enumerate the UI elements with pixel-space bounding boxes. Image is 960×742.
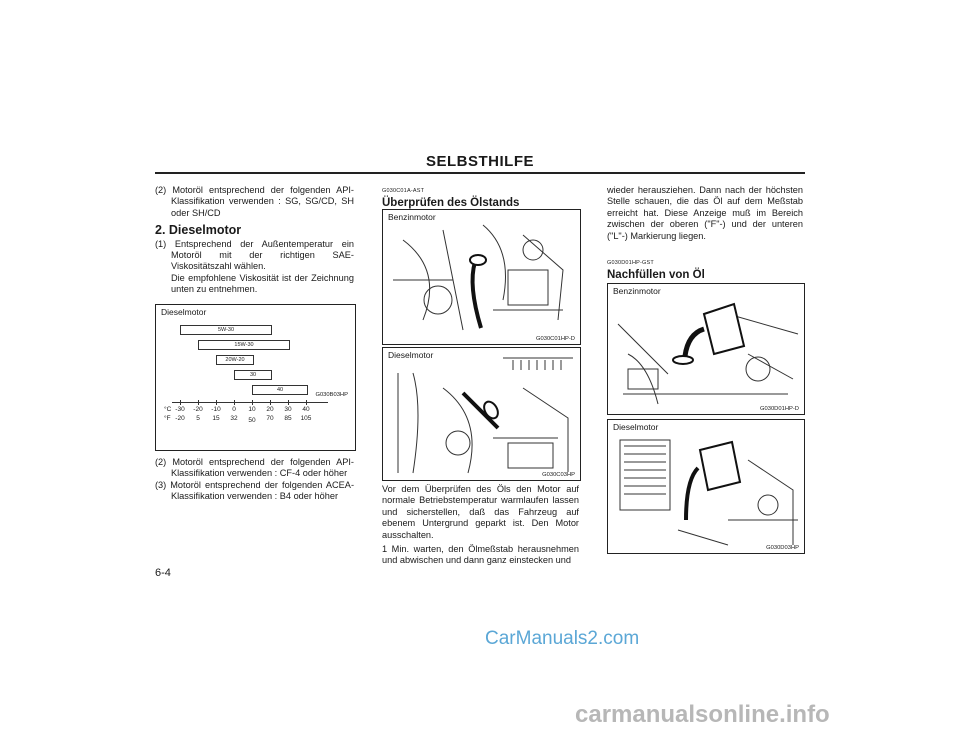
oil-check-paragraph-1: Vor dem Überprüfen des Öls den Motor auf normale Betriebstemperatur warmlaufen lassen und sicherstellen, daß das Fahrzeug auf ebenem Untergrund geparkt ist. Den Motor ausschalten. [382,484,579,540]
fahrenheit-tick-label: 70 [266,415,274,422]
watermark-link[interactable]: CarManuals2.com [485,628,640,649]
temperature-axis [172,402,328,403]
celsius-tick-label: 20 [266,406,274,413]
celsius-tick-label: 0 [232,406,236,413]
viscosity-bar-15w-30: 15W-30 [198,340,290,350]
fahrenheit-unit: °F [164,415,171,422]
viscosity-bar-40: 40 [252,385,308,395]
fahrenheit-tick-label: 15 [212,415,220,422]
fahrenheit-tick-label: 32 [230,415,238,422]
figure-code: G030D03HP [766,545,799,551]
middle-column-text [382,484,579,567]
right-column-text [607,185,803,242]
celsius-tick-label: -20 [193,406,203,413]
section-code: G030D01HP-GST [607,260,654,266]
axis-tick [234,400,235,405]
celsius-tick-label: -30 [175,406,185,413]
figure-code: G030C01HP-D [536,336,575,342]
fahrenheit-tick-label: 50 [248,417,256,424]
dipstick-paragraph: wieder herausziehen. Dann nach der höchsten Stelle schauen, die das Öl auf dem Meßstab erreicht hat. Diese Anzeige muß im Bereich zwischen der oberen ("F"-) und der unteren ("L"-) Markierung liegen. [607,185,803,241]
page-title: SELBSTHILFE [425,153,534,170]
viscosity-chart-figure [155,304,356,451]
figure-label: Benzinmotor [388,212,436,222]
axis-tick [180,400,181,405]
section-title: Nachfüllen von Öl [607,269,705,282]
watermark-text: carmanualsonline.info [575,701,830,728]
fahrenheit-tick-label: -20 [175,415,185,422]
viscosity-bar-5w-30: 5W-30 [180,325,272,335]
api-classification-text: (2) Motoröl entsprechend der folgenden API-Klassifikation verwenden : SG, SG/CD, SH oder SH/CD [155,185,354,218]
axis-tick [288,400,289,405]
axis-tick [306,400,307,405]
oil-check-paragraph-2: 1 Min. warten, den Ölmeßstab herausnehmen und abwischen und dann ganz einstecken und [382,544,579,566]
diesel-heading: 2. Dieselmotor [155,223,242,238]
api-diesel-text: (2) Motoröl entsprechend der folgenden API-Klassifikation verwenden : CF-4 oder höher [155,457,354,479]
figure-code: G030B03HP [315,392,348,398]
figure-label: Dieselmotor [613,422,659,432]
oil-fill-gasoline-figure [607,283,805,415]
figure-label: Benzinmotor [613,286,661,296]
viscosity-instruction-cont: Die empfohlene Viskosität ist der Zeichnung unten zu entnehmen. [171,272,354,295]
oil-check-gasoline-figure [382,209,581,345]
section-code: G030C01A-AST [382,188,425,194]
fahrenheit-tick-label: 85 [284,415,292,422]
right-column-header [607,258,803,285]
axis-tick [252,400,253,405]
axis-tick [198,400,199,405]
axis-tick [216,400,217,405]
left-column [155,185,354,296]
fahrenheit-tick-label: 105 [300,415,312,422]
viscosity-bar-20w-20: 20W-20 [216,355,254,365]
fahrenheit-tick-label: 5 [196,415,200,422]
section-title: Überprüfen des Ölstands [382,197,520,210]
oil-check-diesel-figure [382,347,581,481]
celsius-tick-label: 30 [284,406,292,413]
celsius-tick-label: 40 [302,406,310,413]
page-number: 6-4 [155,567,171,579]
header-divider [155,172,805,174]
left-column-lower [155,457,354,503]
figure-code: G030C03HP [542,472,575,478]
figure-code: G030D01HP-D [760,406,799,412]
figure-label: Dieselmotor [161,307,207,317]
viscosity-instruction: (1) Entsprechend der Außentemperatur ein Motoröl mit der richtigen SAE-Viskositätszahl wählen. [155,238,354,272]
engine-illustration [383,210,580,344]
figure-label: Dieselmotor [388,350,434,360]
celsius-tick-label: 10 [248,406,256,413]
celsius-tick-label: -10 [211,406,221,413]
acea-diesel-text: (3) Motoröl entsprechend der folgenden ACEA-Klassifikation verwenden : B4 oder höher [155,479,354,502]
engine-illustration [383,348,580,480]
viscosity-bar-30: 30 [234,370,272,380]
axis-tick [270,400,271,405]
celsius-unit: °C [164,406,172,413]
engine-illustration [608,284,804,414]
engine-illustration [608,420,804,553]
oil-fill-diesel-figure [607,419,805,554]
